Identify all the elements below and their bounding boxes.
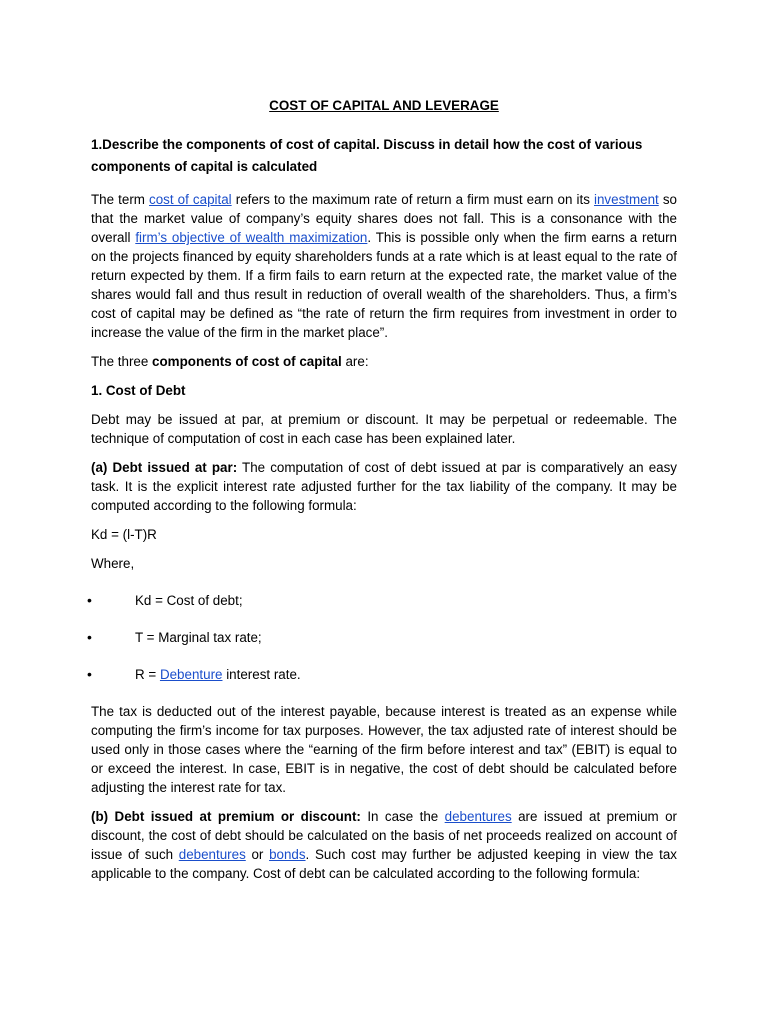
- list-item: [87, 591, 677, 610]
- bullet-r-pre: R =: [135, 667, 160, 682]
- debt-at-par-text: The computation of cost of debt issued at par is comparatively an easy task. It is the explicit interest rate adjusted further for the tax liability of the company. It may be computed according to the following formula:: [91, 460, 677, 513]
- bullet-icon: •: [87, 592, 92, 608]
- intro-text-3: so that the market value of company’s equity shares does not fall. This is a consonance with the overall: [91, 192, 677, 245]
- premium-text-2: are issued at premium or discount, the cost of debt should be calculated on the basis of net proceeds realized on account of issue of such: [91, 809, 677, 862]
- intro-text-1: The term: [91, 192, 150, 207]
- question-heading: 1.Describe the components of cost of capital. Discuss in detail how the cost of various components of capital is calculated: [91, 137, 643, 174]
- link-bonds[interactable]: bonds: [269, 847, 306, 862]
- formula-kd: Kd = (l-T)R: [91, 527, 157, 542]
- paragraph-components: [91, 352, 677, 371]
- paragraph-intro: [91, 190, 677, 342]
- premium-text-1: In case the: [360, 809, 445, 824]
- components-bold: components of cost of capital: [152, 354, 342, 369]
- link-wealth-maximization[interactable]: firm’s objective of wealth maximization: [135, 230, 368, 245]
- heading-cost-of-debt-text: 1. Cost of Debt: [91, 383, 186, 398]
- bullet-r: [135, 665, 301, 684]
- paragraph-tax-deduction: The tax is deducted out of the interest payable, because interest is treated as an expense while computing the firm’s income for tax purposes. However, the tax adjusted rate of interest should be used only in those cases where the “earning of the firm before interest and tax” (EBIT) is equal to or exceed the interest. In case, EBIT is in negative, the cost of debt should be calculated before adjusting the interest rate for tax.: [91, 704, 677, 795]
- heading-cost-of-debt: [91, 381, 677, 400]
- formula-variable-list: [87, 591, 677, 684]
- page-title: COST OF CAPITAL AND LEVERAGE: [269, 98, 499, 113]
- bullet-icon: •: [87, 666, 92, 682]
- link-debenture[interactable]: Debenture: [159, 667, 223, 682]
- bullet-r-post: interest rate.: [222, 667, 301, 682]
- list-item: [87, 665, 677, 684]
- components-text-2: are:: [341, 354, 369, 369]
- bullet-icon: •: [87, 629, 92, 645]
- premium-discount-label: (b) Debt issued at premium or discount:: [91, 809, 361, 824]
- link-cost-of-capital[interactable]: cost of capital: [149, 192, 232, 207]
- debt-at-par-label: (a) Debt issued at par:: [91, 460, 238, 475]
- bullet-kd: Kd = Cost of debt;: [135, 593, 243, 608]
- paragraph-debt-at-par: [91, 458, 677, 515]
- link-debentures-1[interactable]: debentures: [444, 809, 512, 824]
- link-investment[interactable]: investment: [594, 192, 659, 207]
- link-debentures-2[interactable]: debentures: [178, 847, 246, 862]
- where-label: Where,: [91, 556, 135, 571]
- paragraph-debt-intro: Debt may be issued at par, at premium or discount. It may be perpetual or redeemable. The technique of computation of cost in each case has been explained later.: [91, 412, 677, 446]
- bullet-t: T = Marginal tax rate;: [135, 630, 262, 645]
- components-text-1: The three: [91, 354, 153, 369]
- intro-text-4: . This is possible only when the firm earns a return on the projects financed by equity shareholders funds at a rate which is at least equal to the rate of return expected by them. If a firm fails to earn return at the expected rate, the market value of the shares would fall and thus result in reduction of overall wealth of the shareholders. Thus, a firm’s cost of capital may be defined as “the rate of return the firm requires from investment in order to increase the value of the firm in the market place”.: [91, 230, 678, 340]
- premium-text-4: . Such cost may further be adjusted keeping in view the tax applicable to the company. Cost of debt can be calculated according to the following formula:: [91, 847, 677, 881]
- intro-text-2: refers to the maximum rate of return a firm must earn on its: [231, 192, 594, 207]
- list-item: [87, 628, 677, 647]
- paragraph-premium-discount: [91, 807, 677, 883]
- premium-text-3: or: [245, 847, 270, 862]
- document-body: [87, 96, 678, 893]
